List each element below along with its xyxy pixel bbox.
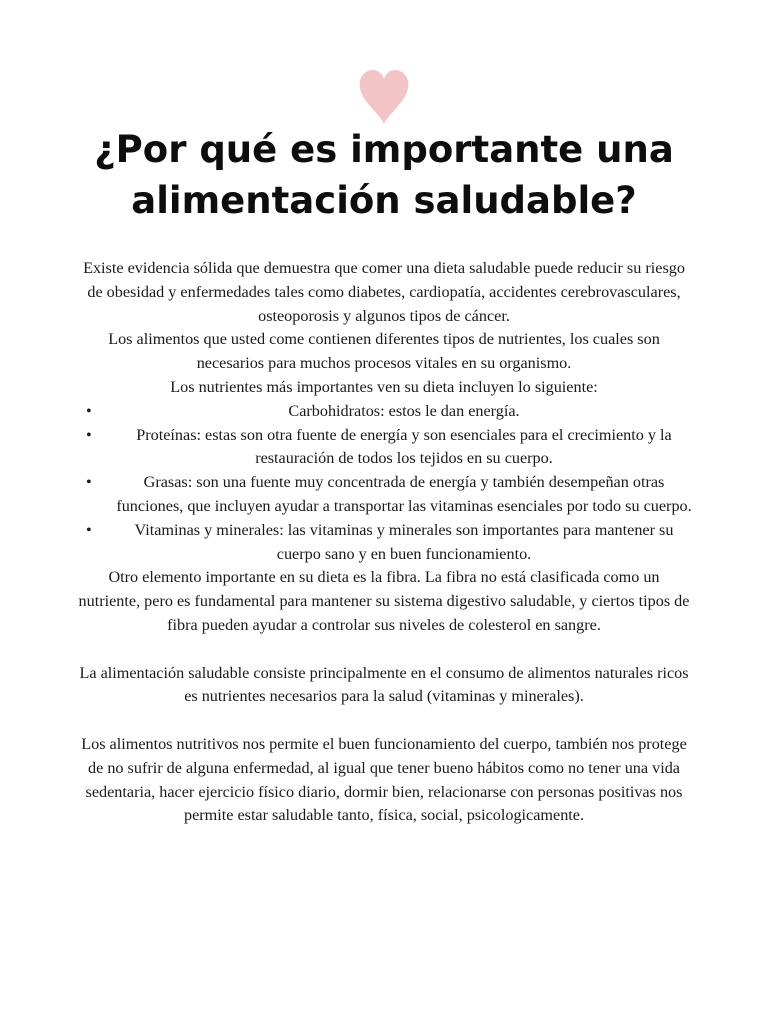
list-item-text: Proteínas: estas son otra fuente de energía y son esenciales para el crecimiento y la restauración de todos los tejidos en su cuerpo. [136, 425, 672, 468]
list-item [76, 471, 692, 519]
page-title: ¿Por qué es importante una alimentación saludable? [94, 128, 674, 222]
closing-paragraph: Los alimentos nutritivos nos permite el buen funcionamiento del cuerpo, también nos protege de no sufrir de alguna enfermedad, al igual que tener bueno hábitos como no tener una vida sedentaria, hacer ejercicio físico diario, dormir bien, relacionarse con personas positivas nos permite estar saludable tanto, física, social, psicologicamente. [81, 734, 687, 825]
bullet: • [86, 401, 92, 420]
bullet: • [86, 520, 92, 539]
list-item [76, 400, 692, 424]
intro-paragraph-2: Los alimentos que usted come contienen diferentes tipos de nutrientes, los cuales son necesarios para muchos procesos vitales en su organismo. [108, 330, 660, 373]
intro-paragraph-1: Existe evidencia sólida que demuestra que comer una dieta saludable puede reducir su riesgo de obesidad y enfermedades tales como diabetes, cardiopatía, accidentes cerebrovasculares, osteoporosis y algunos tipos de cáncer. [83, 259, 685, 325]
intro-paragraph-3: Los nutrientes más importantes ven su dieta incluyen lo siguiente: [170, 377, 598, 396]
nutrient-list [76, 400, 692, 567]
heart-icon [358, 70, 410, 126]
fiber-paragraph: Otro elemento importante en su dieta es la fibra. La fibra no está clasificada como un nutriente, pero es fundamental para mantener su sistema digestivo saludable, y ciertos tipos de fibra pueden ayudar a controlar sus niveles de colesterol en sangre. [78, 568, 690, 634]
definition-paragraph: La alimentación saludable consiste principalmente en el consumo de alimentos naturales ricos es nutrientes necesarios para la salud (vitaminas y minerales). [79, 663, 689, 706]
document-body [76, 257, 692, 828]
spacer [76, 638, 692, 662]
list-item [76, 519, 692, 567]
list-item-text: Vitaminas y minerales: las vitaminas y minerales son importantes para mantener su cuerpo sano y en buen funcionamiento. [134, 520, 674, 563]
spacer [76, 709, 692, 733]
bullet: • [86, 473, 92, 492]
list-item [76, 424, 692, 472]
list-item-text: Carbohidratos: estos le dan energía. [288, 401, 520, 420]
bullet: • [86, 425, 92, 444]
list-item-text: Grasas: son una fuente muy concentrada de energía y también desempeñan otras funciones, que incluyen ayudar a transportar las vitaminas esenciales por todo su cuerpo. [116, 473, 692, 515]
